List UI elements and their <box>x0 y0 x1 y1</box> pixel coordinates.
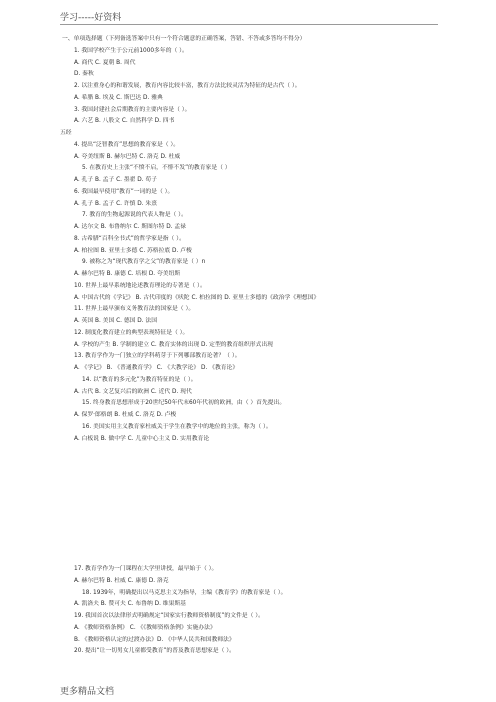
text-line: A. 孔子 B. 孟子 C. 墨翟 D. 荀子 <box>74 177 157 183</box>
text-line: 12. 制度化教育建立的典型表现特征是（ ）。 <box>74 329 189 336</box>
text-line: 6. 我国最早使用“教育”一词的是（ ）。 <box>74 188 174 195</box>
text-line: A. 希腊 B. 埃及 C. 斯巴达 D. 雅典 <box>74 94 163 101</box>
text-line: 18. 1939年，明确提出以马克思主义为指导，主编《教育学》的教育家是（ ）。 <box>82 589 287 596</box>
text-line: 5. 在教育史上主张“不愤不启，不悱不发”的教育家是（ ） <box>82 165 231 172</box>
text-line: 4. 提出“泛智教育”思想的教育家是（ ）。 <box>74 141 180 148</box>
header-divider <box>60 24 438 25</box>
footer-title: 更多精品文档 <box>60 687 115 697</box>
text-line: 15. 终身教育思想形成于20世纪50年代末60年代初的欧洲，由（ ）首先提出。 <box>82 400 286 407</box>
question-block-bottom <box>60 564 438 658</box>
text-line: A. 柏拉图 B. 亚里士多德 C. 苏格拉底 D. 卢梭 <box>74 247 192 254</box>
text-line: A. 凯洛夫 B. 赞可夫 C. 布鲁纳 D. 维果斯基 <box>74 601 186 608</box>
text-line: A. 赫尔巴特 B. 康德 C. 培根 D. 夸美纽斯 <box>74 271 181 277</box>
text-line: A. 中国古代的《学记》 B. 古代印度的《吠陀 C. 柏拉图的 D. 亚里士多德的《政治学《理想国》 <box>74 294 320 301</box>
text-line: 8. 古希腊“百科全书式”的哲学家是指（ ）。 <box>74 235 185 242</box>
text-line: A. 《学记》 B. 《普通教育学》 C. 《大教学论》 D. 《教育论》 <box>74 365 239 371</box>
text-line: 11. 世界上最早颁布义务教育法的国家是（ ）。 <box>74 306 195 313</box>
text-line: 17. 教育学作为一门课程在大学里讲授，最早始于（ ）。 <box>74 566 218 572</box>
text-line: A. 六艺 B. 八股文 C. 自然科学 D. 四书 <box>74 118 175 125</box>
text-line: 13. 教育学作为一门独立的学科萌芽于下列哪部教育论著？（ ）。 <box>74 353 241 360</box>
text-line: A. 达尔文 B. 布鲁纳尔 C. 斯图尔特 D. 孟禄 <box>74 224 186 230</box>
text-line: 20. 提出“让一切男女儿童都受教育”的普及教育思想家是（ ）。 <box>74 648 235 655</box>
text-line: 一、单项选择题（下列备选答案中只有一个符合题意的正确答案，答错、不答或多答均不得分） <box>62 36 306 42</box>
text-line: A. 《教师资格条例》 C. 《《教师资格条例》实施办法》 <box>74 624 216 631</box>
header-title: 学习-----好资料 <box>60 13 122 23</box>
text-line: A. 商代 C. 夏朝 B. 周代 <box>74 59 136 66</box>
question-block-top <box>60 34 438 445</box>
text-line: 1. 我国学校产生于公元前1000多年的（ ）。 <box>74 47 188 54</box>
text-line: B. 《教师资格认定的过渡办法》D. 《中华人民共和国教师法》 <box>74 636 235 643</box>
text-line: A. 夸美纽斯 B. 赫尔巴特 C. 洛克 D. 杜威 <box>74 153 181 160</box>
text-line: 10. 世界上最早系统地论述教育理论的专著是（ ）。 <box>74 282 206 289</box>
text-line: 五经 <box>60 130 72 136</box>
text-line: 14. 以“教育的多元化”为教育特征的是（ ）。 <box>82 376 197 383</box>
text-line: A. 孔子 B. 孟子 C. 许慎 D. 朱熹 <box>74 200 157 207</box>
text-line: 7. 教育的生物起源说的代表人物是（ ）。 <box>82 212 187 219</box>
text-line: A. 保罗·郎格朗 B. 杜威 C. 洛克 D. 卢梭 <box>74 412 177 418</box>
text-line: A. 赫尔巴特 B. 杜威 C. 康德 D. 洛克 <box>74 577 169 584</box>
text-line: A. 古代 B. 文艺复兴后的欧洲 C. 近代 D. 现代 <box>74 388 192 395</box>
text-line: 9. 被称之为“现代教育学之父”的教育家是（ ）n <box>82 259 206 266</box>
text-line: 3. 我国封建社会后期教育的主要内容是（ ）。 <box>74 106 191 113</box>
text-line: A. 学校的产生 B. 学制的建立 C. 教育实体的出现 D. 定型的教育组织形式出现 <box>74 341 273 348</box>
text-line: 16. 美国实用主义教育家杜威关于学生在教学中的地位的主张，称为（ ）。 <box>82 423 272 430</box>
text-line: 19. 我国首次以法律形式明确规定“国家实行教师资格制度”的文件是（ ）。 <box>74 613 264 619</box>
text-line: 2. 以注重身心的和谐发展，教育内容比较丰富，教育方法比较灵活为特征的是古代（ ）。 <box>74 83 301 89</box>
text-line: A. 白板说 B. 做中学 C. 儿童中心主义 D. 实用教育论 <box>74 435 210 442</box>
text-line: A. 英国 B. 美国 C. 德国 D. 法国 <box>74 318 157 324</box>
text-line: D. 秦秋 <box>74 71 94 78</box>
